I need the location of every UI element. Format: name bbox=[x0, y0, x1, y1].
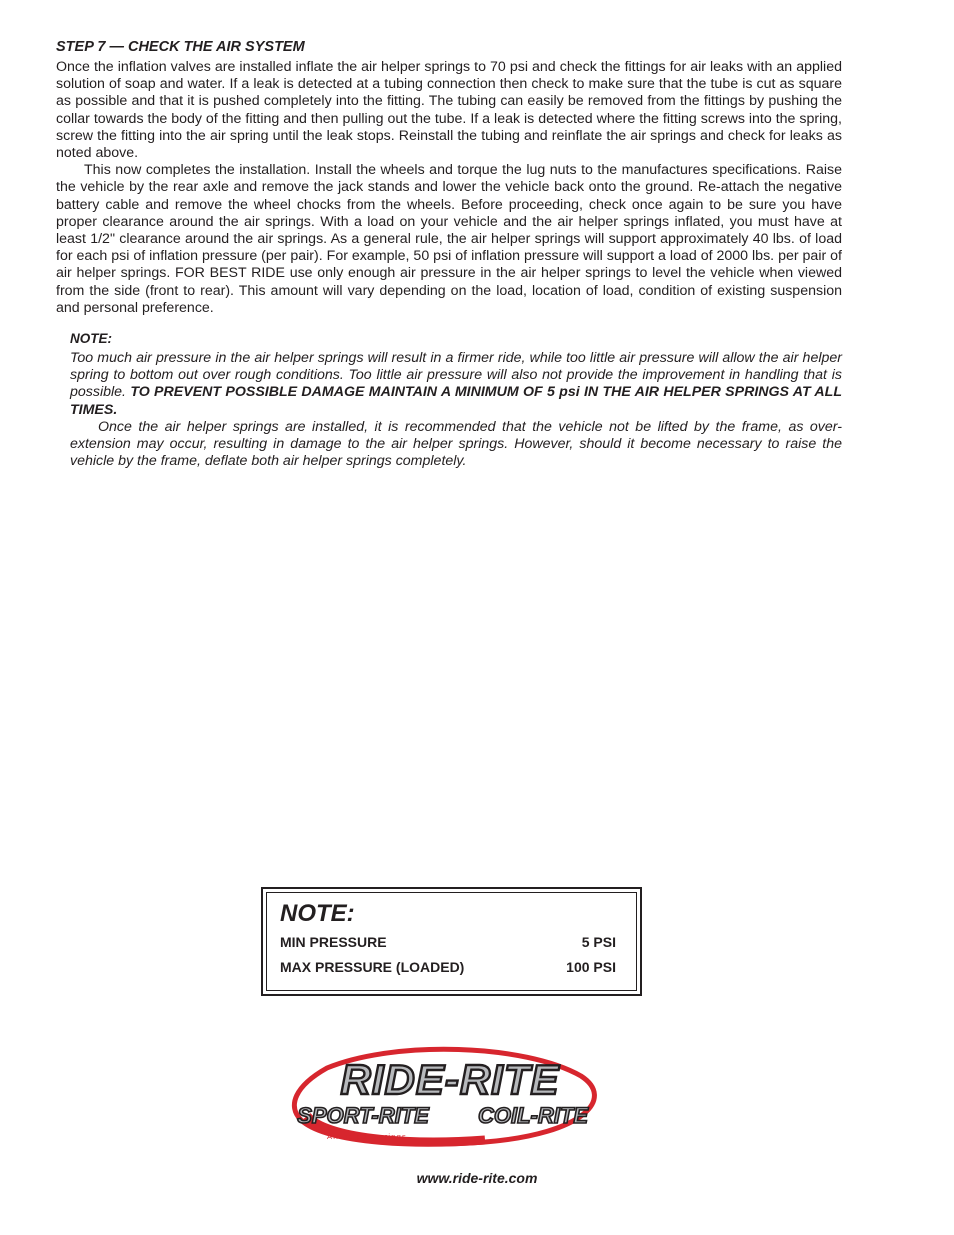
footer-url: www.ride-rite.com bbox=[416, 1170, 538, 1186]
max-pressure-row bbox=[280, 959, 616, 975]
note-block bbox=[70, 330, 842, 470]
step-paragraph-1: Once the inflation valves are installed inflate the air helper springs to 70 psi and check the fittings for air leaks with an applied solution of soap and water. If a leak is detected at a tubing connection then check to make sure that the tube is cut as square as possible and that it is pushed completely into the fitting. The tubing can easily be removed from the fittings by pushing the collar towards the body of the fitting and then pulling out the tube. If a leak is detected where the fitting screws into the spring, screw the fitting into the air spring until the leak stops. Reinstall the tubing and reinflate the air springs and check for leaks as noted above. bbox=[56, 59, 842, 162]
note-paragraph-2: Once the air helper springs are installed, it is recommended that the vehicle not be lifted by the frame, as over-extension may occur, resulting in damage to the air helper springs. However, should it become necessary to raise the vehicle by the frame, deflate both air helper springs completely. bbox=[70, 418, 842, 470]
pressure-note-title: NOTE: bbox=[280, 900, 355, 927]
pressure-note-box-inner bbox=[266, 892, 637, 991]
min-pressure-label: MIN PRESSURE bbox=[280, 934, 387, 950]
note-label: NOTE: bbox=[70, 331, 112, 347]
min-pressure-row bbox=[280, 934, 616, 950]
note-paragraph-1-text: Too much air pressure in the air helper springs will result in a firmer ride, while too little air pressure will allow the air helper spring to bottom out over rough conditions. Too little air pressure will also not provide the improvement in handling that is possible. bbox=[70, 350, 842, 401]
note-warning-bold: TO PREVENT POSSIBLE DAMAGE MAINTAIN A MINIMUM OF 5 psi IN THE AIR HELPER SPRINGS AT ALL TIMES. bbox=[70, 384, 843, 418]
step-paragraph-2: This now completes the installation. Install the wheels and torque the lug nuts to the manufactures specifications. Raise the vehicle by the rear axle and remove the jack stands and lower the vehicle back onto the ground. Re-attach the negative battery cable and remove the wheel chocks from the wheels. Before proceeding, check once again to be sure you have proper clearance around the air springs. With a load on your vehicle and the air helper springs inflated, you must have at least 1/2" clearance around the air springs. As a general rule, the air helper springs will support approximately 40 lbs. of load for each psi of inflation pressure (per pair). For example, 50 psi of inflation pressure will support a load of 2000 lbs. per pair of air helper springs. FOR BEST RIDE use only enough air pressure in the air helper springs to level the vehicle when viewed from the side (front to rear). This amount will vary depending on the load, location of load, condition of existing suspension and personal preference. bbox=[56, 162, 842, 316]
step-title: STEP 7 — CHECK THE AIR SYSTEM bbox=[56, 39, 305, 55]
min-pressure-value: 5 PSI bbox=[581, 934, 616, 950]
logo-coil-rite-text: COIL-RITE bbox=[478, 1103, 588, 1128]
logo-tagline: Air helper springs bbox=[327, 1132, 407, 1141]
note-paragraph-1 bbox=[70, 350, 842, 419]
pressure-note-box bbox=[261, 887, 642, 996]
logo-sport-rite-text: SPORT-RITE bbox=[297, 1103, 429, 1128]
max-pressure-value: 100 PSI bbox=[566, 959, 616, 975]
instructions-section bbox=[56, 38, 842, 470]
logo-brand-text: RIDE-RITE bbox=[340, 1056, 560, 1103]
ride-rite-logo bbox=[285, 1046, 615, 1156]
max-pressure-label: MAX PRESSURE (LOADED) bbox=[280, 959, 465, 975]
